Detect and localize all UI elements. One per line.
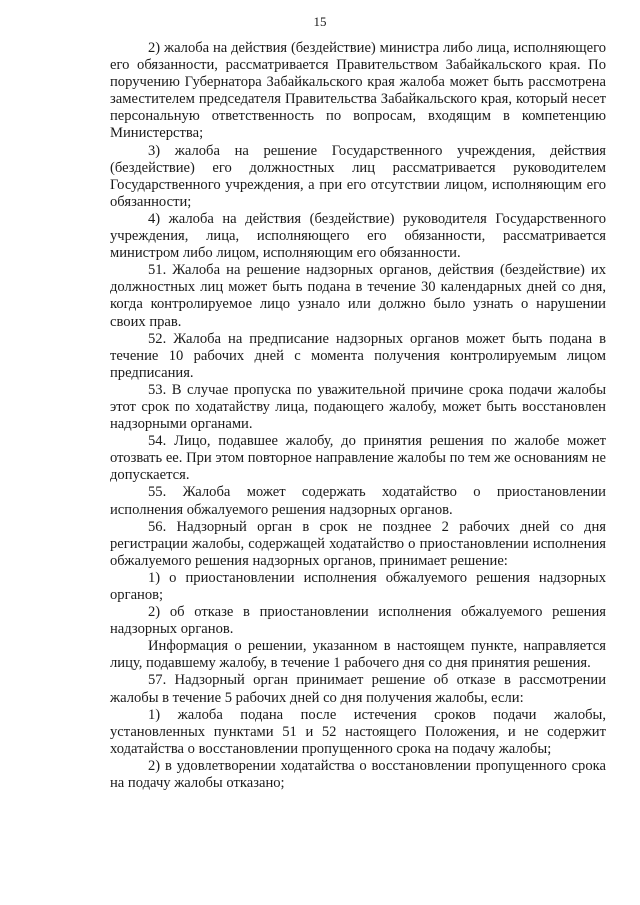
paragraph-clause-4: 4) жалоба на действия (бездействие) руководителя Государственного учреждения, лица, исполняющего его обязанности, рассматривается министром либо лицом, исполняющим его обязанности. (110, 210, 606, 262)
paragraph-56-option-1: 1) о приостановлении исполнения обжалуемого решения надзорных органов; (110, 569, 606, 603)
paragraph-56: 56. Надзорный орган в срок не позднее 2 рабочих дней со дня регистрации жалобы, содержащей ходатайство о приостановлении исполнения обжалуемого решения надзорных органов, принимает решение: (110, 518, 606, 569)
paragraph-54: 54. Лицо, подавшее жалобу, до принятия решения по жалобе может отозвать ее. При этом повторное направление жалобы по тем же основаниям не допускается. (110, 433, 607, 484)
paragraph-56-information: Информация о решении, указанном в настоящем пункте, направляется лицу, подавшему жалобу, в течение 1 рабочего дня со дня принятия решения. (110, 638, 606, 672)
paragraph-52: 52. Жалоба на предписание надзорных органов может быть подана в течение 10 рабочих дней с момента получения контролируемым лицом предписания. (110, 330, 606, 381)
document-body (110, 40, 606, 792)
paragraph-57-condition-1: 1) жалоба подана после истечения сроков подачи жалобы, установленных пунктами 51 и 52 настоящего Положения, и не содержит ходатайства о восстановлении пропущенного срока на подачу жалобы; (110, 706, 606, 757)
paragraph-57-condition-2: 2) в удовлетворении ходатайства о восстановлении пропущенного срока на подачу жалобы отказано; (110, 757, 606, 792)
paragraph-53: 53. В случае пропуска по уважительной причине срока подачи жалобы этот срок по ходатайству лица, подающего жалобу, может быть восстановлен надзорными органами. (110, 381, 606, 433)
paragraph-56-option-2: 2) об отказе в приостановлении исполнения обжалуемого решения надзорных органов. (110, 604, 606, 638)
paragraph-clause-2: 2) жалоба на действия (бездействие) министра либо лица, исполняющего его обязанности, рассматривается Правительством Забайкальского края. По поручению Губернатора Забайкальского края жалоба может быть рассмотрена заместителем председателя Правительства Забайкальского края, который несет персональную ответственность по вопросам, входящим в компетенцию Министерства; (110, 40, 606, 142)
paragraph-57: 57. Надзорный орган принимает решение об отказе в рассмотрении жалобы в течение 5 рабочих дней со дня получения жалобы, если: (110, 672, 606, 706)
paragraph-clause-3: 3) жалоба на решение Государственного учреждения, действия (бездействие) его должностных лиц рассматривается руководителем Государственного учреждения, а при его отсутствии лицом, исполняющим его обязанности; (110, 142, 606, 210)
paragraph-55: 55. Жалоба может содержать ходатайство о приостановлении исполнения обжалуемого решения надзорных органов. (110, 484, 606, 518)
paragraph-51: 51. Жалоба на решение надзорных органов, действия (бездействие) их должностных лиц может быть подана в течение 30 календарных дней со дня, когда контролируемое лицо узнало или должно было узнать о нарушении своих прав. (110, 262, 606, 330)
page-number: 15 (313, 14, 327, 29)
